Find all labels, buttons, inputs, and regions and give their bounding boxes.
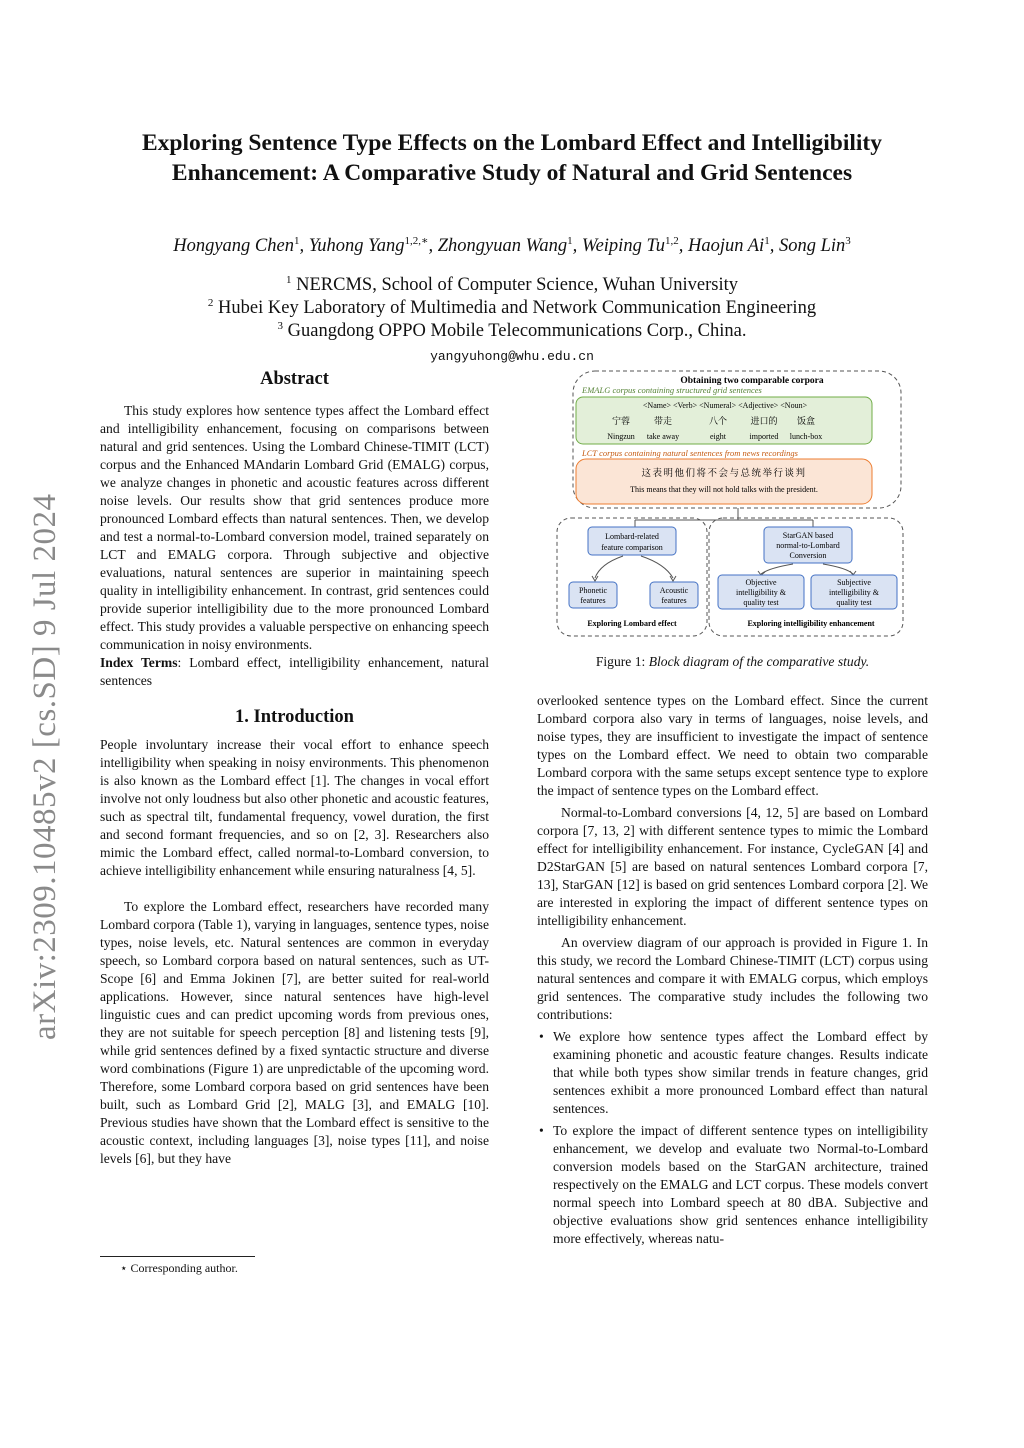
contribution-text: We explore how sentence types affect the Lombard effect by examining phonetic and acoustic feature changes. Results indicate that while both types show similar trends in feature changes, grid sentences exhibit a more pronounced Lombard effect than natural sentences. (553, 1029, 928, 1116)
grid-word-cn: 饭盒 (796, 417, 816, 427)
right-column (537, 692, 928, 1252)
objective-text: Objective (745, 578, 777, 587)
figure-1 (555, 368, 905, 640)
right-paragraph-2: Normal-to-Lombard conversions [4, 12, 5] are based on Lombard corpora [7, 13, 2] with different sentence types to mimic the Lombard effect for intelligibility enhancement. For instance, CycleGAN [4] and D2StarGAN [5] are based on natural sentences Lombard corpora [7, 13], StarGAN [12] is based on grid sentences Lombard corpora [2]. We are interested in exploring the impact of different sentence types on intelligibility enhancement. (537, 805, 928, 928)
feature-comparison-text: feature comparison (601, 543, 663, 552)
grid-word-cn: 宁蓉 (611, 417, 631, 427)
subjective-text: Subjective (837, 578, 871, 587)
affiliation-text: NERCMS, School of Computer Science, Wuhan University (296, 275, 738, 296)
author-sup: 1 (567, 235, 573, 247)
right-paragraph-3: An overview diagram of our approach is provided in Figure 1. In this study, we record the Lombard Chinese-TIMIT (LCT) corpus using natural sentences and compare it with EMALG corpus, which employs grid sentences. The comparative study includes the following two contributions: (537, 935, 928, 1022)
affiliation-sup: 3 (277, 320, 284, 332)
introduction-heading: 1. Introduction (235, 707, 354, 727)
abstract-text: This study explores how sentence types affect the Lombard effect and intelligibility enhancement, focusing on comparisons between natural and grid sentences. Using the Lombard Chinese-TIMIT (LCT) corpus and the Enhanced MAndarin Lombard Grid (EMALG) corpus, we analyze changes in phonetic and acoustic features across different noise levels. Our results show that grid sentences produce more pronounced Lombard effects than natural sentences. Then, we develop and test a normal-to-Lombard conversion model, trained separately on LCT and EMALG corpora. Through subjective and objective evaluations, natural sentences are superior in maintaining speech quality in intelligibility enhancement. In contrast, grid sentences could provide superior intelligibility due to the more pronounced Lombard effect. This study provides a valuable perspective on enhancing speech communication in noisy environments. (100, 403, 489, 652)
affiliation-sup: 2 (207, 297, 214, 309)
intro-paragraph-1: People involuntary increase their vocal effort to enhance speech intelligibility when speaking in noisy environments. This phenomenon is also known as the Lombard effect [1]. The changes in vocal effort involve not only loudness but also other phonetic and acoustic features, such as spectral tilt, fundamental frequency, vowel duration, the first and second formant frequencies, and so on [2, 3]. Researchers also mimic the Lombard effect, called normal-to-Lombard conversion, to achieve intelligibility enhancement while ensuring naturalness [4, 5]. (100, 737, 489, 878)
index-terms-text: : Lombard effect, intelligibility enhancement, natural sentences (100, 655, 489, 688)
right-paragraph-1: overlooked sentence types on the Lombard effect. Since the current Lombard corpora also vary in terms of languages, noise levels, and noise types, they are insufficient to investigate the impact of sentence types on the Lombard effect. We need to obtain two comparable Lombard corpora with the same setups except sentence type to explore the impact of sentence types on the Lombard effect. (537, 693, 928, 798)
author-name: Song Lin (778, 236, 846, 257)
stargan-text: StarGAN based (782, 531, 834, 540)
affiliation-3 (100, 320, 924, 342)
objective-text: quality test (743, 598, 779, 607)
grid-word-cn: 进口的 (750, 417, 778, 427)
author-name: Yuhong Yang (308, 236, 405, 257)
author-sup: 1,2,∗ (404, 235, 429, 247)
objective-text: intelligibility & (736, 588, 786, 597)
author-sup: 1 (764, 235, 770, 247)
arxiv-identifier: arXiv:2309.10485v2 [cs.SD] 9 Jul 2024 (27, 493, 63, 1040)
affiliation-text: Guangdong OPPO Mobile Telecommunications Corp., China. (287, 321, 747, 342)
eval-arrows (761, 564, 853, 574)
lct-sentence-cn: 这表明他们将不会与总统举行谈判 (641, 468, 807, 479)
lct-label: LCT corpus containing natural sentences from news recordings (582, 448, 798, 458)
eval-arrowheads (758, 571, 856, 575)
affiliation-text: Hubei Key Laboratory of Multimedia and Network Communication Engineering (218, 298, 817, 319)
author-name: Haojun Ai (687, 236, 765, 257)
grid-word-cn: 八个 (708, 417, 728, 427)
footnote: ⋆ Corresponding author. (120, 1261, 238, 1275)
index-terms (100, 654, 489, 690)
block-diagram (555, 368, 905, 640)
acoustic-text: features (661, 596, 687, 605)
grid-word-cn: 带走 (653, 417, 673, 427)
footnote-rule (100, 1256, 255, 1257)
bullet-icon: • (539, 1029, 544, 1044)
grid-word-en: Ningzun (607, 432, 635, 441)
figure-caption (537, 654, 928, 670)
stargan-text: normal-to-Lombard (776, 541, 840, 550)
grid-word-en: take away (646, 432, 680, 441)
lct-sentence-en: This means that they will not hold talks with the president. (630, 485, 818, 494)
feature-arrowheads (592, 576, 676, 581)
phonetic-text: Phonetic (579, 586, 607, 595)
contribution-text: To explore the impact of different sentence types on intelligibility enhancement, we develop and evaluate two Normal-to-Lombard conversion models based on the StarGAN architecture, trained respectively on the EMALG and LCT corpus. These models convert normal speech into Lombard speech at 80 dBA. Subjective and objective evaluations show grid sentences enhance intelligibility more effectively, whereas natu- (553, 1123, 928, 1246)
list-item (537, 1122, 928, 1248)
phonetic-text: features (580, 596, 606, 605)
author-name: Zhongyuan Wang (437, 236, 568, 257)
feature-comparison-text: Lombard-related (605, 532, 659, 541)
emalg-label: EMALG corpus containing structured grid sentences (582, 385, 762, 395)
right-footer: Exploring intelligibility enhancement (747, 619, 875, 628)
stargan-text: Conversion (789, 551, 827, 560)
bullet-icon: • (539, 1123, 544, 1138)
lct-box (576, 459, 872, 504)
author-sup: 3 (845, 235, 851, 247)
author-sup: 1 (293, 235, 300, 247)
author-name: Weiping Tu (581, 236, 665, 257)
affiliation-2 (100, 297, 924, 319)
subjective-text: intelligibility & (829, 588, 879, 597)
intro-paragraph-2: To explore the Lombard effect, researchers have recorded many Lombard corpora (Table 1), varying in languages, sentence types, noise types, noise levels, etc. Natural sentences are common in everyday speech, so Lombard corpora based on natural sentences, such as UT-Scope [6] and Emma Jokinen [7], are better suited for real-world applications. However, since natural sentences have high-level linguistic cues and can predict upcoming words from previous ones, they are not suitable for speech perception [8] and listening tests [9], while grid sentences defined by a fixed syntactic structure and diverse word combinations (Figure 1) are unpredictable of the upcoming word. Therefore, some Lombard corpora based on grid sentences have been built, such as Lombard Grid [2], MALG [3], and EMALG [10]. Previous studies have shown that the Lombard effect is sensitive to the acoustic context, including languages [3], noise types [11], and noise levels [6], but they have (100, 899, 489, 1166)
paper-title (100, 128, 924, 188)
figure-top-title: Obtaining two comparable corpora (680, 376, 824, 386)
grid-tags: <Name> <Verb> <Numeral> <Adjective> <Noun> (642, 401, 808, 410)
index-terms-label: Index Terms (100, 655, 178, 670)
caption-text: Block diagram of the comparative study. (648, 654, 870, 669)
author-sup: 1,2 (664, 235, 679, 247)
title-line-1: Exploring Sentence Type Effects on the Lombard Effect and Intelligibility (141, 130, 883, 156)
affiliation-1 (100, 274, 924, 296)
list-item (537, 1028, 928, 1118)
caption-label: Figure 1: (595, 654, 649, 669)
abstract-heading: Abstract (260, 369, 329, 389)
author-list: Hongyang Chen$^1$, Yuhong Yang$^{1,2,∗}$, Zhongyuan Wang$^1$, Weiping Tu$^{1,2}$, Haojun Ai$^1$, Song Lin$^3$ (173, 235, 851, 257)
grid-word-en: eight (710, 432, 726, 441)
contact-email[interactable]: yangyuhong@whu.edu.cn (430, 349, 594, 364)
grid-word-en: imported (749, 432, 779, 441)
grid-word-en: lunch-box (789, 432, 823, 441)
acoustic-text: Acoustic (659, 586, 689, 595)
affiliation-sup: 1 (286, 274, 292, 286)
contribution-list (537, 1028, 928, 1248)
subjective-text: quality test (836, 598, 872, 607)
left-column (100, 370, 489, 1168)
feature-arrows (595, 556, 673, 578)
left-footer: Exploring Lombard effect (587, 619, 677, 628)
author-name: Hongyang Chen (173, 236, 294, 257)
title-line-2: Enhancement: A Comparative Study of Natural and Grid Sentences (171, 160, 853, 186)
